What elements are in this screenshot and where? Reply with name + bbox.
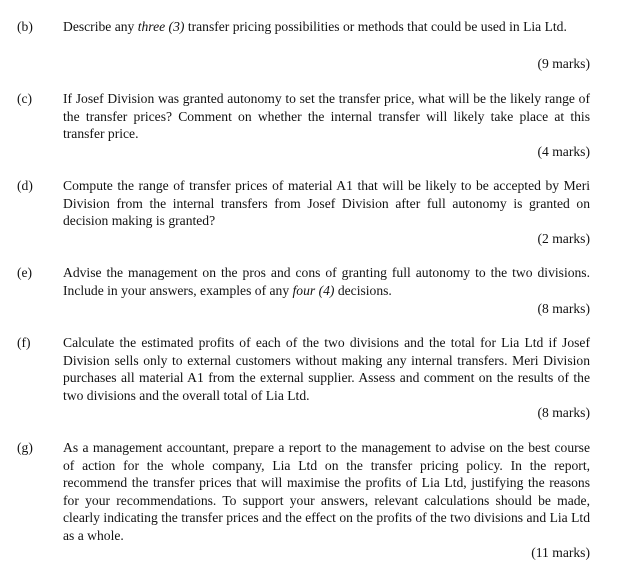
marks-label: (9 marks): [537, 56, 590, 71]
question-text: Calculate the estimated profits of each of the two divisions and the total for Lia Ltd if Josef Division sells only to external customers without making any internal transfers. Meri Division purchases all material A1 from the external supplier. Assess and comment on the results of the two divisions and the overall total of Lia Ltd.: [63, 335, 590, 403]
question-label: (c): [17, 91, 33, 106]
question-text: Advise the management on the pros and cons of granting full autonomy to the two divisions. Include in your answers, examples of any four (4) decisions.: [63, 265, 590, 298]
question-text: Describe any three (3) transfer pricing possibilities or methods that could be used in Lia Ltd.: [63, 19, 567, 34]
marks-label: (11 marks): [531, 545, 590, 560]
marks-label: (4 marks): [537, 144, 590, 159]
question-label: (e): [17, 265, 33, 280]
question-label: (g): [17, 440, 33, 455]
question-label: (b): [17, 19, 33, 34]
question-label: (f): [17, 335, 31, 350]
question-text: Compute the range of transfer prices of material A1 that will be likely to be accepted by Meri Division from the internal transfers from Josef Division after full autonomy is granted on decision making is granted?: [63, 178, 590, 228]
marks-label: (8 marks): [537, 301, 590, 316]
marks-label: (8 marks): [537, 405, 590, 420]
question-label: (d): [17, 178, 33, 193]
question-text: As a management accountant, prepare a report to the management to advise on the best course of action for the whole company, Lia Ltd on the transfer pricing policy. In the report, recommend the transfer prices that will maximise the profits of Lia Ltd, justifying the reasons for your recommendations. To support your answers, relevant calculations should be made, clearly indicating the transfer prices and the effect on the profits of the two divisions and Lia Ltd as a whole.: [63, 440, 590, 543]
question-text: If Josef Division was granted autonomy to set the transfer price, what will be the likely range of the transfer prices? Comment on whether the internal transfer will likely take place at this transfer price.: [63, 91, 590, 141]
marks-label: (2 marks): [537, 231, 590, 246]
